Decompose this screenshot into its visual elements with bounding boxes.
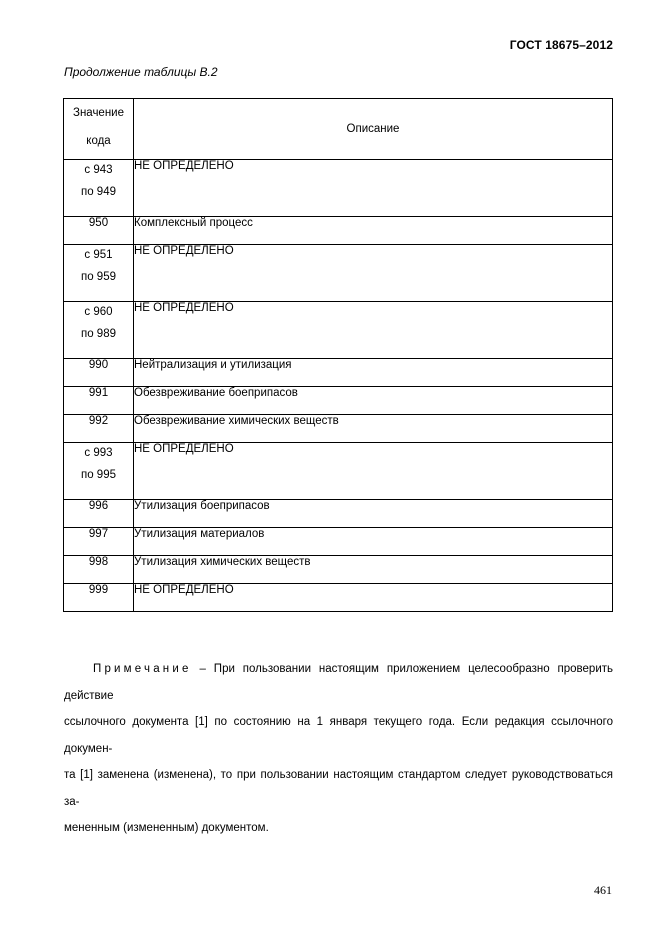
document-standard-id: ГОСТ 18675–2012 [509,38,613,52]
note-line-3: та [1] заменена (изменена), то при пользовании настоящим стандартом следует руководствоваться за- [64,769,613,808]
code-cell [64,302,134,359]
note-line-2: ссылочного документа [1] по состоянию на 1 января текущего года. Если редакция ссылочного докумен- [64,716,613,755]
description-cell: НЕ ОПРЕДЕЛЕНО [134,584,613,612]
code-range-end: по 959 [80,271,116,283]
page-number: 461 [594,883,612,897]
table-caption: Продолжение таблицы В.2 [64,65,218,79]
table-row [64,556,613,584]
description-cell: НЕ ОПРЕДЕЛЕНО [134,443,613,500]
table-row [64,387,613,415]
code-header-line2: кода [86,135,111,147]
note-line-1 [64,656,613,709]
code-cell: 999 [64,584,134,612]
description-cell: Утилизация материалов [134,528,613,556]
table-body [64,160,613,612]
code-range-end: по 989 [80,328,116,340]
code-cell [64,443,134,500]
note-text-1: – При пользовании настоящим приложением целесообразно проверить действие [64,663,613,702]
code-cell: 992 [64,415,134,443]
table-row [64,415,613,443]
description-cell: НЕ ОПРЕДЕЛЕНО [134,160,613,217]
table-row [64,528,613,556]
table-note [64,656,613,842]
code-range-start: с 943 [84,164,113,176]
code-cell: 950 [64,217,134,245]
code-column-header [64,99,134,160]
description-cell: Утилизация боеприпасов [134,500,613,528]
code-cell: 998 [64,556,134,584]
table-header-row [64,99,613,160]
table-row [64,359,613,387]
description-cell: НЕ ОПРЕДЕЛЕНО [134,302,613,359]
note-line-4: мененным (измененным) документом. [64,822,269,834]
code-table [63,98,613,612]
table-row [64,500,613,528]
code-range-start: с 993 [84,447,113,459]
code-cell: 991 [64,387,134,415]
description-column-header: Описание [134,99,613,160]
code-cell: 990 [64,359,134,387]
code-range-start: с 951 [84,249,113,261]
table-row [64,302,613,359]
table-row [64,584,613,612]
code-header-line1: Значение [73,107,124,119]
code-range-end: по 949 [80,186,116,198]
note-label: Примечание [93,663,192,675]
code-cell: 996 [64,500,134,528]
table-row [64,160,613,217]
code-range-end: по 995 [80,469,116,481]
table-row [64,245,613,302]
description-cell: Обезвреживание боеприпасов [134,387,613,415]
description-cell: НЕ ОПРЕДЕЛЕНО [134,245,613,302]
table-row [64,217,613,245]
description-cell: Нейтрализация и утилизация [134,359,613,387]
table-row [64,443,613,500]
description-cell: Комплексный процесс [134,217,613,245]
description-cell: Обезвреживание химических веществ [134,415,613,443]
description-cell: Утилизация химических веществ [134,556,613,584]
code-cell [64,245,134,302]
code-cell: 997 [64,528,134,556]
code-cell [64,160,134,217]
code-range-start: с 960 [84,306,113,318]
